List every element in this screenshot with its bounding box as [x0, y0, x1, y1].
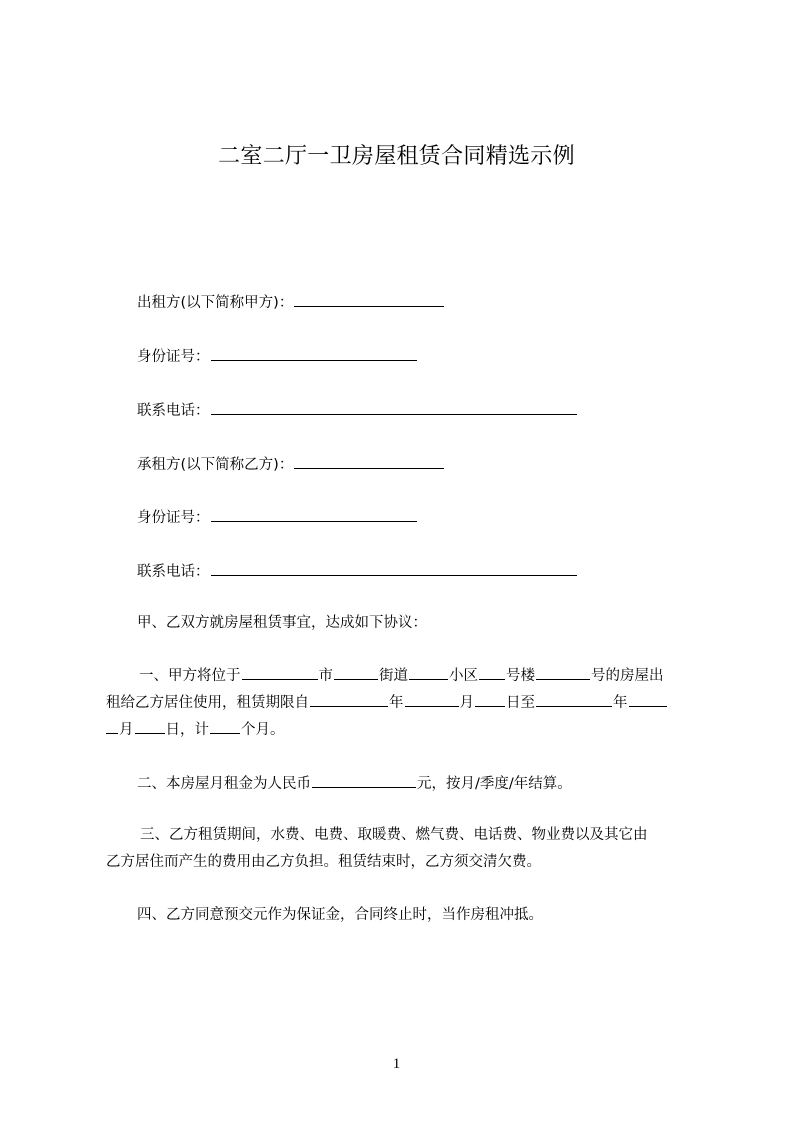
clause1-text-c: 街道 [379, 668, 408, 684]
unit-blank [536, 664, 590, 680]
document-title: 二室二厅一卫房屋租赁合同精选示例 [218, 144, 575, 169]
page-number: 1 [392, 1056, 401, 1072]
rent-amount-blank [312, 772, 416, 788]
building-blank [479, 664, 505, 680]
clause1-line2 [106, 691, 668, 713]
start-year-blank [310, 691, 388, 707]
end-year-blank [536, 691, 612, 707]
lessee-phone-blank [211, 560, 577, 576]
clause1-line3 [105, 718, 285, 740]
lessor-phone-blank [211, 399, 577, 415]
lessor-id-blank [211, 345, 417, 361]
city-blank [242, 664, 318, 680]
lessor-phone-line [137, 399, 578, 421]
lessor-phone-label: 联系电话： [137, 403, 210, 419]
clause1-text-g: 租给乙方居住使用，租赁期限自 [106, 695, 309, 711]
clause1-text-a: 一、甲方将位于 [139, 668, 241, 684]
lessee-id-blank [211, 506, 417, 522]
clause1-text-k: 年 [613, 695, 628, 711]
lessee-id-line [137, 506, 418, 528]
clause2-text-b: 元，按月/季度/年结算。 [417, 776, 572, 792]
lessee-id-label: 身份证号： [137, 510, 210, 526]
end-month-blank-b [106, 718, 118, 734]
lessor-id-label: 身份证号： [137, 349, 210, 365]
clause1-text-d: 小区 [449, 668, 478, 684]
start-day-blank [475, 691, 505, 707]
lessee-phone-line [137, 560, 578, 582]
months-blank [210, 718, 240, 734]
clause1-text-n: 个月。 [241, 722, 285, 738]
clause1-text-j: 日至 [506, 695, 535, 711]
start-month-blank [405, 691, 459, 707]
intro-line: 甲、乙双方就房屋租赁事宜，达成如下协议： [137, 615, 427, 631]
clause2-text-a: 二、本房屋月租金为人民币 [137, 776, 311, 792]
lessor-label: 出租方(以下简称甲方)： [137, 295, 294, 311]
clause1-text-h: 年 [389, 695, 404, 711]
clause1-line1 [139, 664, 664, 686]
clause1-text-m: 日，计 [165, 722, 209, 738]
clause1-text-l: 月 [119, 722, 134, 738]
clause1-text-e: 号楼 [506, 668, 535, 684]
end-month-blank-a [629, 691, 667, 707]
end-day-blank [135, 718, 165, 734]
lessee-line [137, 453, 445, 475]
clause1-text-b: 市 [318, 668, 333, 684]
clause3-line1: 三、乙方租赁期间，水费、电费、取暖费、燃气费、电话费、物业费以及其它由 [140, 827, 648, 843]
lessor-name-blank [294, 291, 444, 307]
lessor-line [137, 291, 445, 313]
clause4-line: 四、乙方同意预交元作为保证金，合同终止时，当作房租冲抵。 [137, 907, 543, 923]
clause3-line2: 乙方居住而产生的费用由乙方负担。租赁结束时，乙方须交清欠费。 [106, 854, 541, 870]
street-blank [334, 664, 378, 680]
lessee-name-blank [294, 453, 444, 469]
lessee-label: 承租方(以下简称乙方)： [137, 457, 294, 473]
clause1-text-f: 号的房屋出 [591, 668, 664, 684]
community-blank [409, 664, 448, 680]
clause2-line [137, 772, 572, 794]
clause1-text-i: 月 [459, 695, 474, 711]
lessor-id-line [137, 345, 418, 367]
lessee-phone-label: 联系电话： [137, 564, 210, 580]
